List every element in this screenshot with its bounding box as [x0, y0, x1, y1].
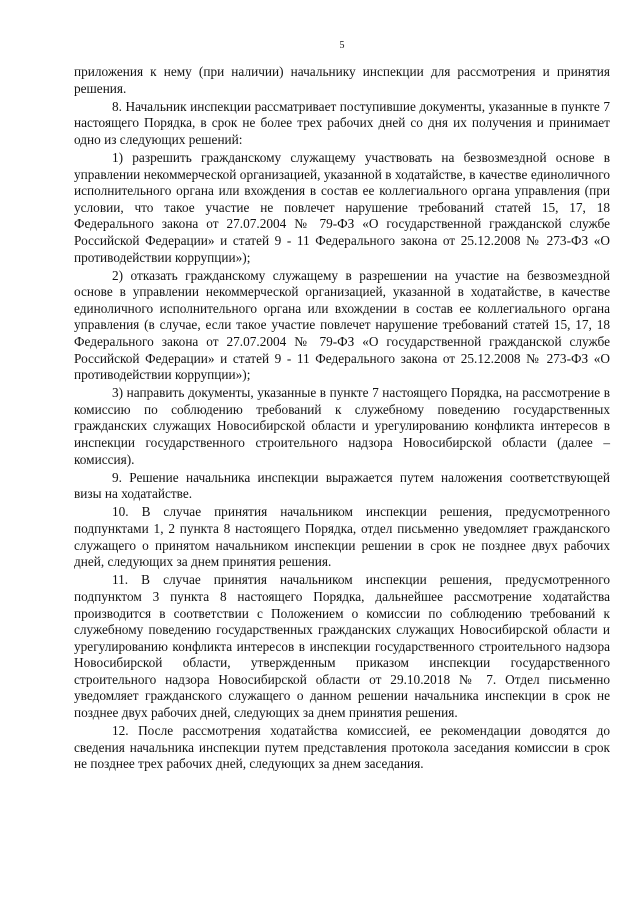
paragraph-continuation: приложения к нему (при наличии) начальнику инспекции для рассмотрения и принятия решения.	[74, 64, 610, 96]
subparagraph-8-3: 3) направить документы, указанные в пункте 7 настоящего Порядка, на рассмотрение в комиссию по соблюдению требований к служебному поведению государственных гражданских служащих Новосибирской области и урегулированию конфликта интересов в инспекции государственного строительного надзора Новосибирской области (далее – комиссия).	[74, 385, 610, 467]
paragraph-12: 12. После рассмотрения ходатайства комиссией, ее рекомендации доводятся до сведения начальника инспекции путем представления протокола заседания комиссии в срок не позднее трех рабочих дней, следующих за днем заседания.	[74, 723, 610, 772]
paragraph-10: 10. В случае принятия начальником инспекции решения, предусмотренного подпунктами 1, 2 пункта 8 настоящего Порядка, отдел письменно уведомляет гражданского служащего о принятом начальником инспекции решении в срок не позднее двух рабочих дней, следующих за днем принятия решения.	[74, 504, 610, 570]
subparagraph-8-2: 2) отказать гражданскому служащему в разрешении на участие на безвозмездной основе в управлении некоммерческой организацией, указанной в ходатайстве, в качестве единоличного исполнительного органа или вхождении в состав ее коллегиального органа управления (в случае, если такое участие повлечет нарушение требований статей 15, 17, 18 Федерального закона от 27.07.2004 № 79-ФЗ «О государственной гражданской службе Российской Федерации» и статей 9 - 11 Федерального закона от 25.12.2008 № 273-ФЗ «О противодействии коррупции»);	[74, 267, 610, 383]
paragraph-8: 8. Начальник инспекции рассматривает поступившие документы, указанные в пункте 7 настоящего Порядка, в срок не более трех рабочих дней со дня их получения и принимает одно из следующих решений:	[74, 98, 610, 147]
subparagraph-8-1: 1) разрешить гражданскому служащему участвовать на безвозмездной основе в управлении некоммерческой организацией, указанной в ходатайстве, в качестве единоличного исполнительного органа или вхождения в состав ее коллегиального органа управления (при условии, что такое участие не повлечет нарушение требований статей 15, 17, 18 Федерального закона от 27.07.2004 № 79-ФЗ «О государственной гражданской службе Российской Федерации» и статей 9 - 11 Федерального закона от 25.12.2008 № 273-ФЗ «О противодействии коррупции»);	[74, 149, 610, 265]
paragraph-11: 11. В случае принятия начальником инспекции решения, предусмотренного подпунктом 3 пункта 8 настоящего Порядка, дальнейшее рассмотрение ходатайства производится в соответствии с Положением о комиссии по соблюдению требований к служебному поведению государственных гражданских служащих Новосибирской области и урегулированию конфликта интересов в инспекции государственного строительного надзора Новосибирской области, утвержденным приказом инспекции государственного строительного надзора Новосибирской области от 29.10.2018 № 7. Отдел письменно уведомляет гражданского служащего о данном решении начальника инспекции в срок не позднее двух рабочих дней, следующих за днем принятия решения.	[74, 572, 610, 721]
document-body	[74, 64, 610, 774]
page-number: 5	[339, 40, 345, 51]
paragraph-9: 9. Решение начальника инспекции выражается путем наложения соответствующей визы на ходатайстве.	[74, 469, 610, 502]
